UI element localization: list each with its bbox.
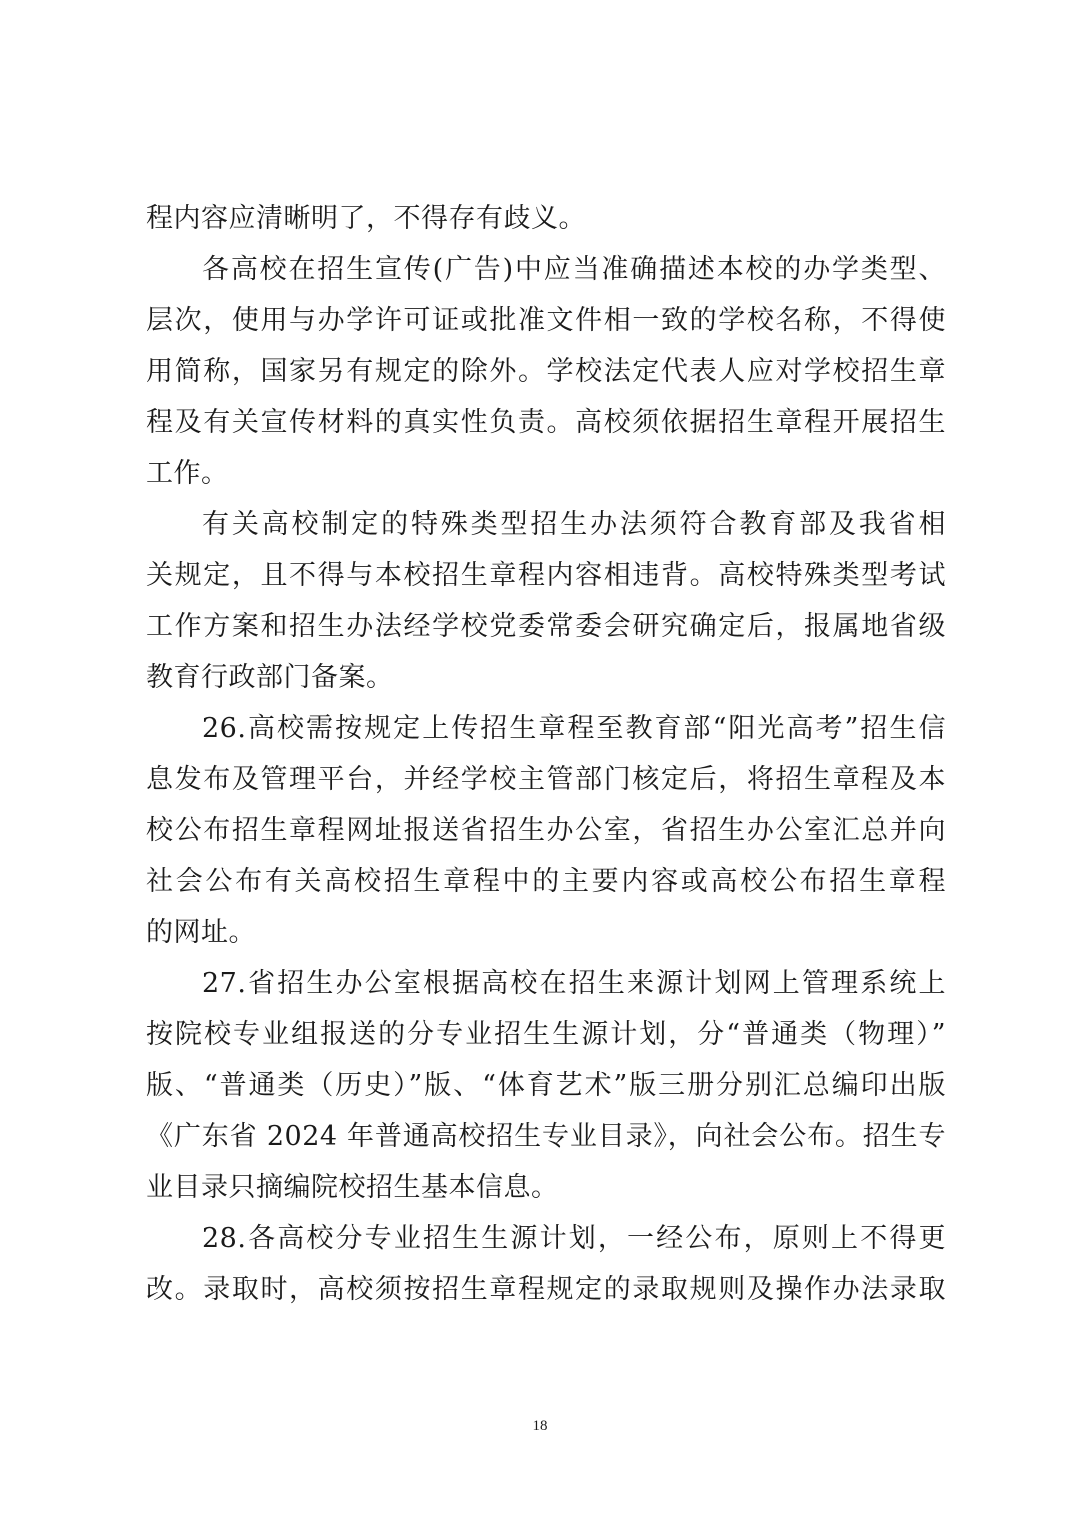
text-line: 工作方案和招生办法经学校党委常委会研究确定后，报属地省级 [146, 611, 946, 642]
text-line: 教育行政部门备案。 [146, 662, 394, 693]
paragraph-first-line: 有关高校制定的特殊类型招生办法须符合教育部及我省相 [202, 509, 946, 540]
text-line: 版、“普通类（历史）”版、“体育艺术”版三册分别汇总编印出版 [146, 1070, 946, 1101]
text-line: 业目录只摘编院校招生基本信息。 [146, 1172, 559, 1203]
text-line: 程及有关宣传材料的真实性负责。高校须依据招生章程开展招生 [146, 407, 946, 438]
text-line: 息发布及管理平台，并经学校主管部门核定后，将招生章程及本 [146, 764, 946, 795]
text-line: 的网址。 [146, 917, 256, 948]
text-line: 层次，使用与办学许可证或批准文件相一致的学校名称，不得使 [146, 305, 946, 336]
text-line: 《广东省 2024 年普通高校招生专业目录》，向社会公布。招生专 [146, 1121, 946, 1152]
text-line: 关规定，且不得与本校招生章程内容相违背。高校特殊类型考试 [146, 560, 946, 591]
paragraph-first-line: 各高校在招生宣传(广告)中应当准确描述本校的办学类型、 [202, 254, 946, 285]
text-line: 按院校专业组报送的分专业招生生源计划，分“普通类（物理）” [146, 1019, 946, 1050]
text-line: 改。录取时，高校须按招生章程规定的录取规则及操作办法录取 [146, 1274, 946, 1305]
text-line: 校公布招生章程网址报送省招生办公室，省招生办公室汇总并向 [146, 815, 946, 846]
text-line: 工作。 [146, 458, 229, 489]
text-line: 程内容应清晰明了，不得存有歧义。 [146, 203, 586, 234]
paragraph-first-line: 27.省招生办公室根据高校在招生来源计划网上管理系统上 [202, 968, 946, 999]
page-number: 18 [532, 1418, 548, 1434]
text-line: 社会公布有关高校招生章程中的主要内容或高校公布招生章程 [146, 866, 946, 897]
paragraph-first-line: 28.各高校分专业招生生源计划，一经公布，原则上不得更 [202, 1223, 946, 1254]
text-line: 用简称，国家另有规定的除外。学校法定代表人应对学校招生章 [146, 356, 946, 387]
paragraph-first-line: 26.高校需按规定上传招生章程至教育部“阳光高考”招生信 [202, 713, 946, 744]
